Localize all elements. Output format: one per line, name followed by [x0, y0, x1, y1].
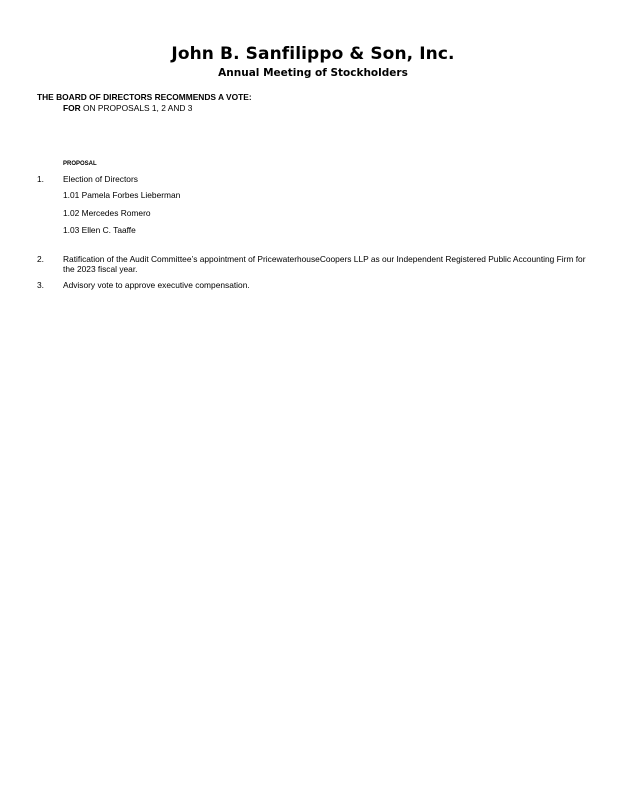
board-recommendation-detail: [63, 103, 192, 113]
proposal-text: Election of Directors: [63, 174, 138, 184]
proposal-column-heading: PROPOSAL: [63, 161, 97, 167]
for-label: FOR: [63, 103, 81, 113]
nominee-item: 1.02 Mercedes Romero: [63, 208, 151, 218]
company-name: John B. Sanfilippo & Son, Inc.: [171, 44, 455, 64]
proposal-number: 1.: [37, 174, 44, 184]
proposal-number: 3.: [37, 280, 44, 290]
proposal-number: 2.: [37, 254, 44, 264]
nominee-item: 1.01 Pamela Forbes Lieberman: [63, 190, 181, 200]
proposal-text: Ratification of the Audit Committee’s appointment of PricewaterhouseCoopers LLP as our Independent Registered Public Accounting Firm for the 2023 fiscal year.: [63, 254, 586, 274]
nominee-item: 1.03 Ellen C. Taaffe: [63, 225, 136, 235]
board-recommendation-heading: THE BOARD OF DIRECTORS RECOMMENDS A VOTE:: [37, 92, 252, 102]
for-proposals-text: ON PROPOSALS 1, 2 AND 3: [80, 103, 193, 113]
meeting-title: Annual Meeting of Stockholders: [218, 67, 408, 79]
proposal-text: Advisory vote to approve executive compensation.: [63, 280, 250, 290]
